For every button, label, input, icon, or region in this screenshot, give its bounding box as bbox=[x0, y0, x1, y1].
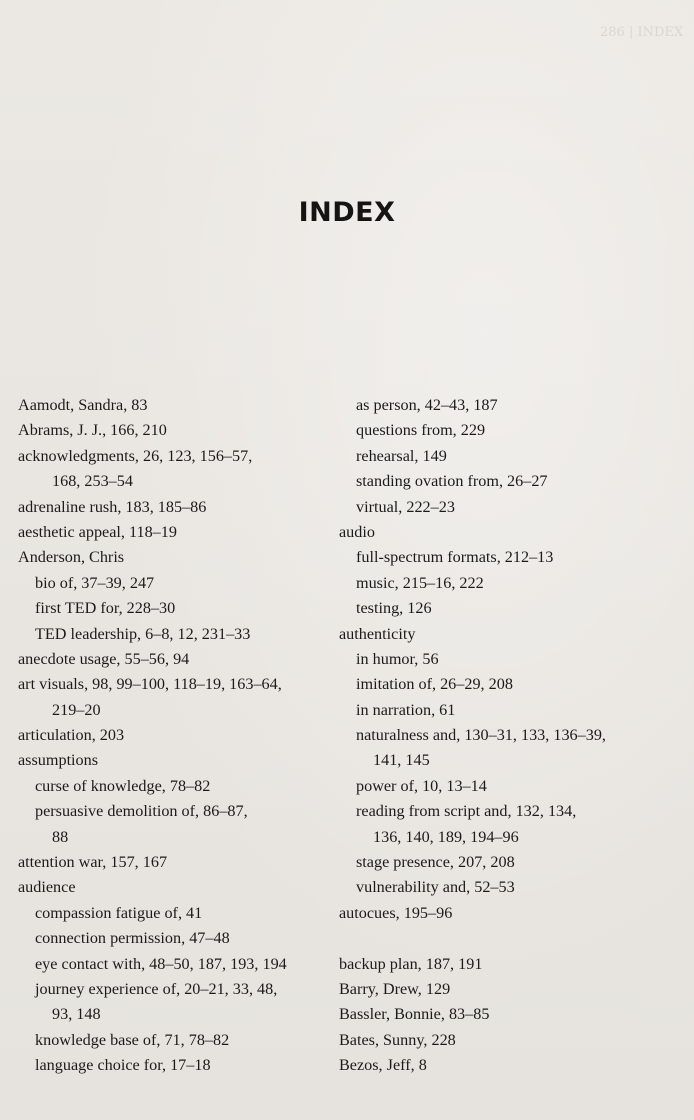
index-entry: audio bbox=[339, 522, 375, 541]
show-through-header: 286 | INDEX bbox=[600, 25, 684, 40]
index-subentry: full-spectrum formats, 212–13 bbox=[356, 548, 554, 567]
index-subentry: journey experience of, 20–21, 33, 48, bbox=[35, 979, 278, 998]
index-entry: adrenaline rush, 183, 185–86 bbox=[18, 497, 207, 516]
index-subentry: TED leadership, 6–8, 12, 231–33 bbox=[35, 624, 251, 643]
index-subentry: compassion fatigue of, 41 bbox=[35, 903, 203, 922]
index-entry: art visuals, 98, 99–100, 118–19, 163–64, bbox=[18, 675, 282, 694]
index-subentry: stage presence, 207, 208 bbox=[356, 853, 515, 872]
index-continuation: 136, 140, 189, 194–96 bbox=[373, 827, 519, 846]
index-subentry: knowledge base of, 71, 78–82 bbox=[35, 1030, 230, 1049]
index-entry: Abrams, J. J., 166, 210 bbox=[18, 421, 167, 440]
index-subentry: persuasive demolition of, 86–87, bbox=[35, 802, 248, 821]
index-continuation: 93, 148 bbox=[52, 1005, 101, 1024]
index-subentry: naturalness and, 130–31, 133, 136–39, bbox=[356, 726, 606, 745]
index-entry: assumptions bbox=[18, 751, 99, 770]
index-continuation: 141, 145 bbox=[373, 751, 430, 770]
index-entry: authenticity bbox=[339, 624, 416, 643]
index-subentry: in humor, 56 bbox=[356, 649, 439, 668]
index-entry: attention war, 157, 167 bbox=[18, 853, 168, 872]
index-subentry: connection permission, 47–48 bbox=[35, 929, 230, 948]
index-entry: Bassler, Bonnie, 83–85 bbox=[339, 1005, 490, 1024]
index-subentry: rehearsal, 149 bbox=[356, 446, 447, 465]
index-entry: acknowledgments, 26, 123, 156–57, bbox=[18, 446, 253, 465]
page-title: INDEX bbox=[298, 197, 396, 228]
index-entry: Bates, Sunny, 228 bbox=[339, 1030, 456, 1049]
index-subentry: music, 215–16, 222 bbox=[356, 573, 484, 592]
index-subentry: standing ovation from, 26–27 bbox=[356, 472, 548, 491]
index-subentry: language choice for, 17–18 bbox=[35, 1056, 211, 1075]
index-subentry: eye contact with, 48–50, 187, 193, 194 bbox=[35, 954, 287, 973]
index-subentry: reading from script and, 132, 134, bbox=[356, 802, 577, 821]
index-entry: anecdote usage, 55–56, 94 bbox=[18, 649, 190, 668]
index-subentry: bio of, 37–39, 247 bbox=[35, 573, 155, 592]
index-entry: Bezos, Jeff, 8 bbox=[339, 1056, 427, 1075]
index-subentry: imitation of, 26–29, 208 bbox=[356, 675, 513, 694]
index-subentry: virtual, 222–23 bbox=[356, 497, 455, 516]
index-continuation: 168, 253–54 bbox=[52, 472, 133, 491]
index-subentry: first TED for, 228–30 bbox=[35, 599, 176, 618]
index-entry: Anderson, Chris bbox=[18, 548, 125, 567]
index-entry: Barry, Drew, 129 bbox=[339, 979, 451, 998]
index-subentry: power of, 10, 13–14 bbox=[356, 776, 487, 795]
index-column-left bbox=[18, 393, 318, 1079]
section-gap bbox=[339, 926, 679, 951]
index-entry: autocues, 195–96 bbox=[339, 903, 453, 922]
index-subentry: curse of knowledge, 78–82 bbox=[35, 776, 211, 795]
index-entry: backup plan, 187, 191 bbox=[339, 954, 483, 973]
index-entry: articulation, 203 bbox=[18, 726, 125, 745]
index-subentry: in narration, 61 bbox=[356, 700, 456, 719]
index-subentry: vulnerability and, 52–53 bbox=[356, 878, 515, 897]
index-entry: aesthetic appeal, 118–19 bbox=[18, 522, 177, 541]
index-continuation: 219–20 bbox=[52, 700, 101, 719]
index-continuation: 88 bbox=[52, 827, 69, 846]
index-subentry: testing, 126 bbox=[356, 599, 432, 618]
index-entry: audience bbox=[18, 878, 76, 897]
index-column-right bbox=[339, 393, 679, 1079]
index-subentry: questions from, 229 bbox=[356, 421, 486, 440]
index-entry: Aamodt, Sandra, 83 bbox=[18, 396, 148, 414]
index-subentry: as person, 42–43, 187 bbox=[356, 396, 498, 414]
